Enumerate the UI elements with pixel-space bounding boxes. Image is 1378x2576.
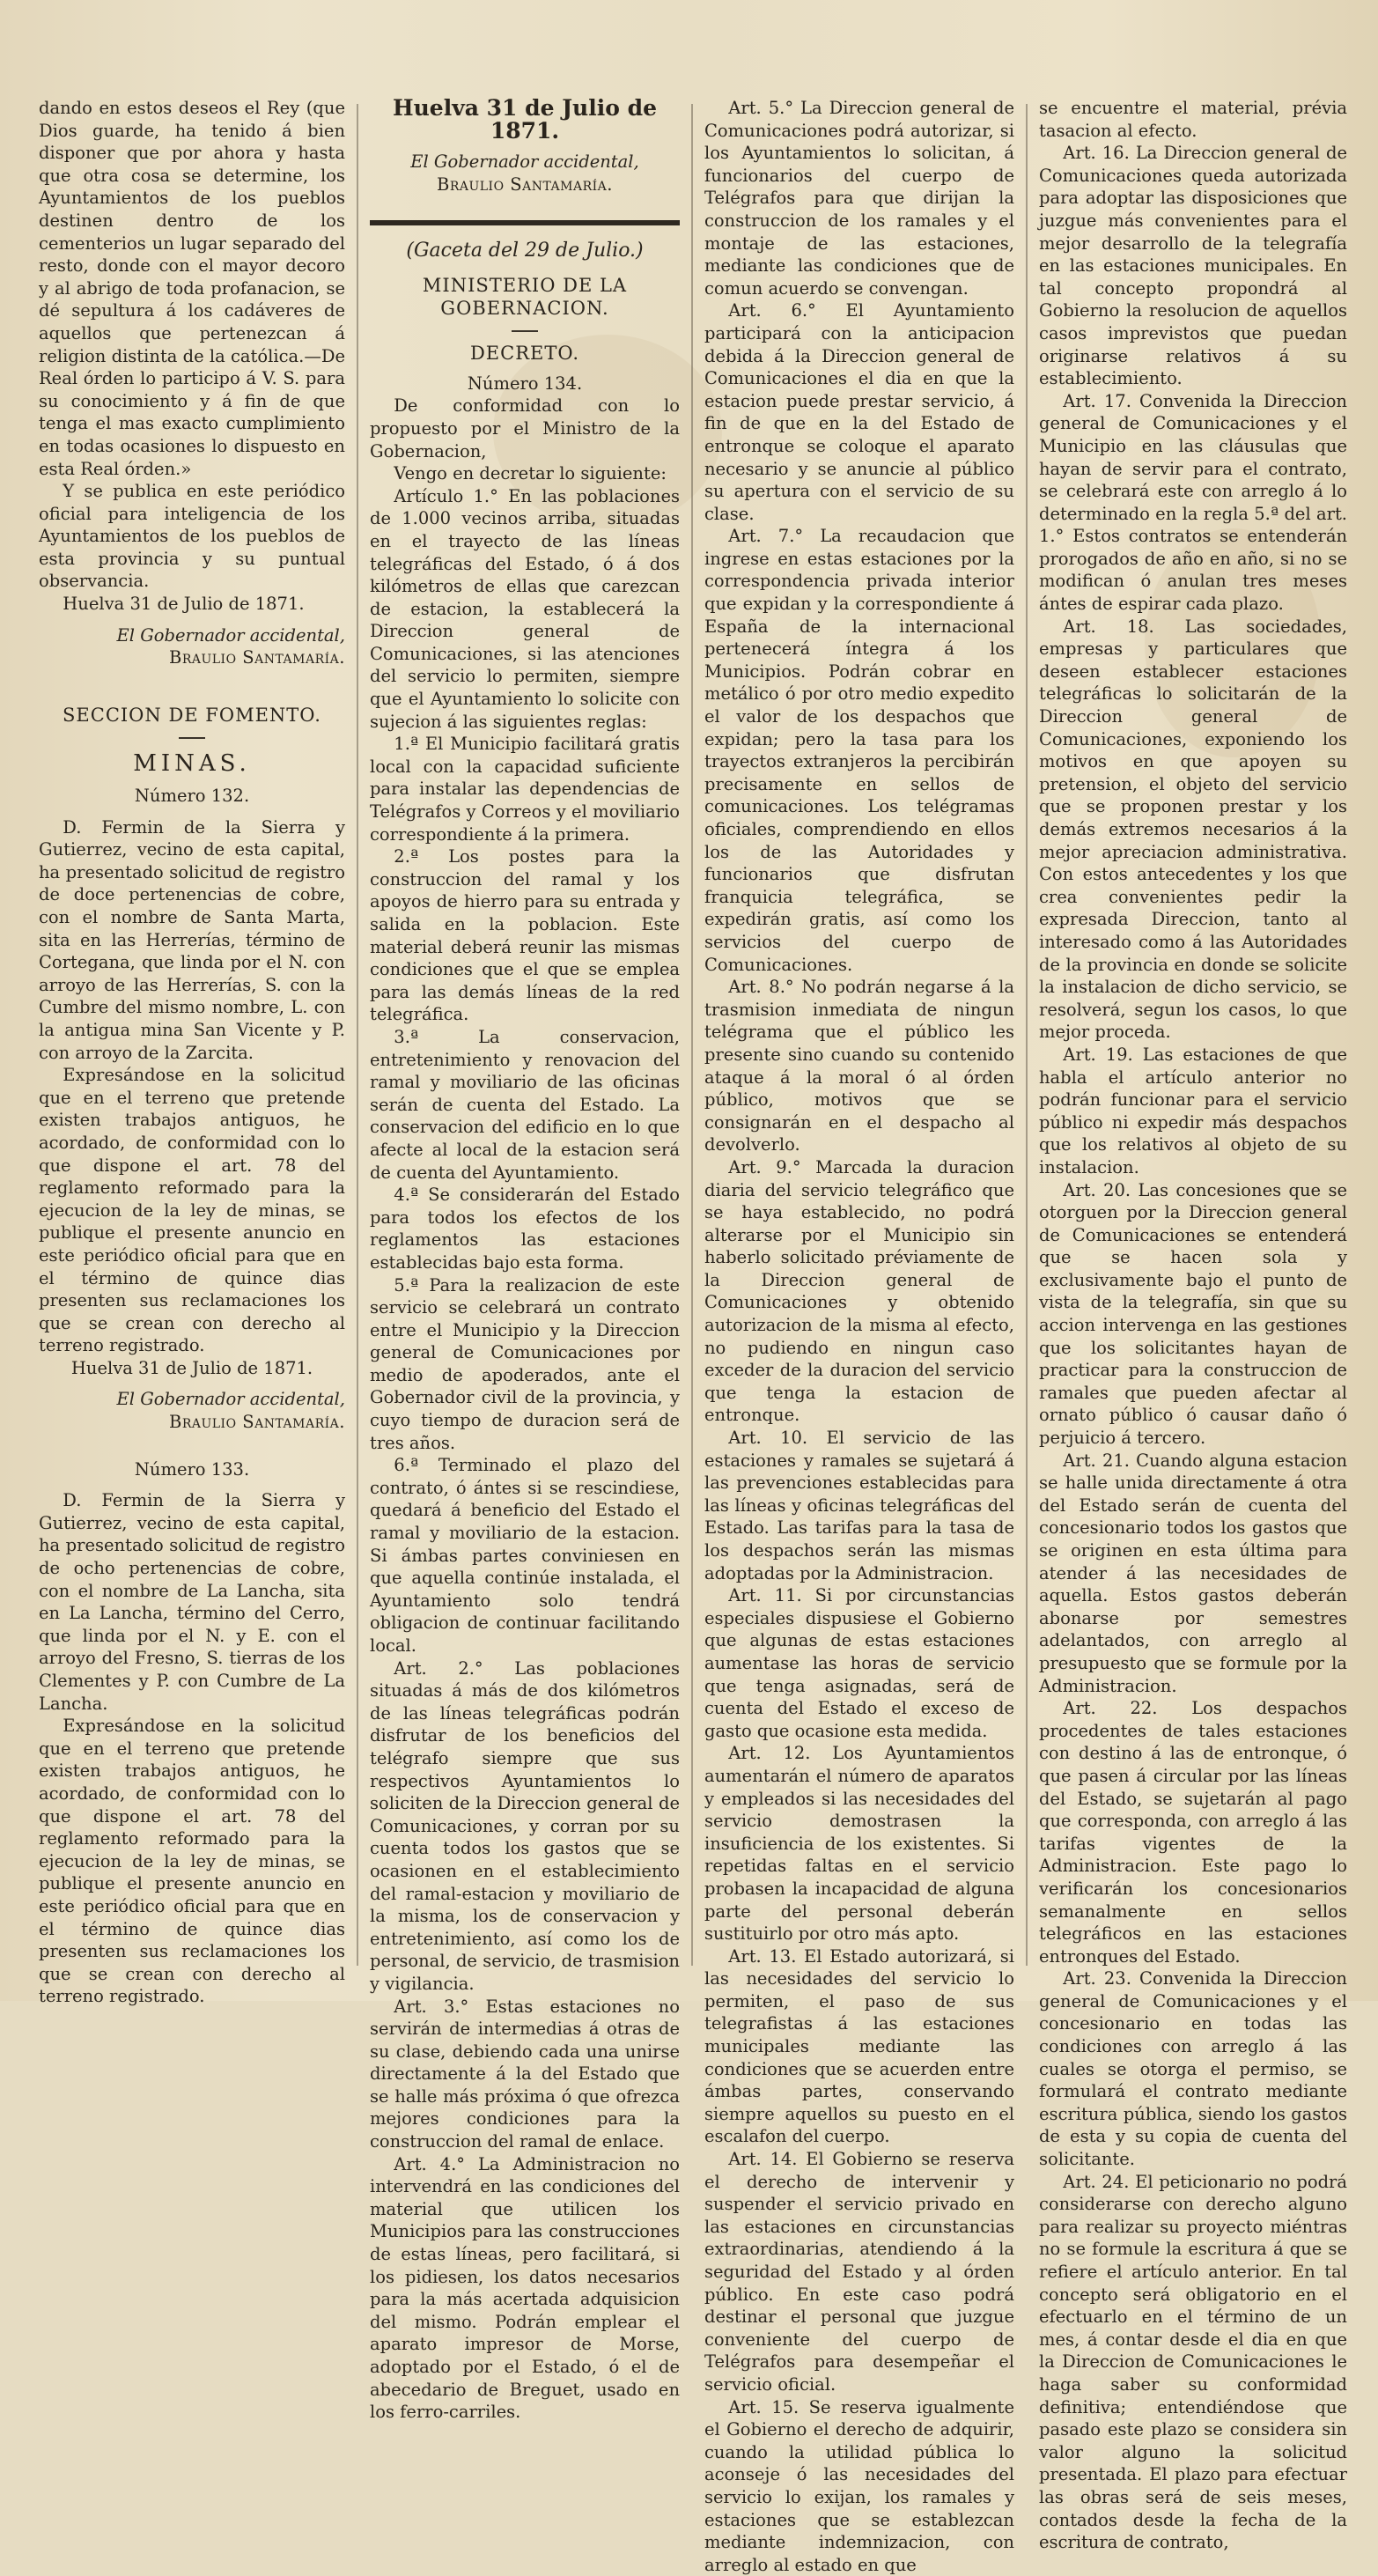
rule-4: 4.ª Se considerarán del Estado para todos los efectos de los reglamentos las estaciones establecidas bajo esta forma. (370, 1185, 680, 1273)
article-18: Art. 18. Las sociedades, empresas y particulares que deseen establecer estaciones telegráficas lo solicitarán de la Direccion general de Comunicaciones, exponiendo los motivos en que apoyen su pretension, el objeto del servicio que se proponen prestar y los demás extremos necesarios á la mejor apreciacion administrativa. Con estos antecedentes y los que crea convenientes pedir la expresada Direccion, tanto al interesado como á las Autoridades de la provincia en donde se solicite la instalacion de dicho servicio, se resolverá, segun los casos, lo que mejor proceda. (1039, 616, 1347, 1043)
date-line: Huelva 31 de Julio de 1871. (70, 1357, 313, 1378)
signature-name: Braulio Santamaría. (168, 647, 345, 668)
article-14: Art. 14. El Gobierno se reserva el derecho de intervenir y suspender el servicio privado en las estaciones en circunstancias extraordinarias, atendiendo á la seguridad del Estado y al órden público. En este caso podrá destinar el personal que juzgue conveniente del cuerpo de Telégrafos para desempeñar el servicio oficial. (704, 2149, 1014, 2395)
article-20: Art. 20. Las concesiones que se otorguen por la Direccion general de Comunicaciones se entenderá que se hacen sola y exclusivamente bajo el punto de vista de la telegrafía, sin que su accion intervenga en las gestiones que los solicitantes hayan de practicar para la construccion de ramales que pueden afectar al ornato público ó causar daño ó perjuicio á tercero. (1039, 1179, 1347, 1449)
notice-paragraph: Expresándose en la solicitud que en el terreno que pretende existen trabajos antiguos, he acordado, de conformidad con lo que dispone el art. 78 del reglamento reformado para la ejecucion de la ley de minas, se publique el presente anuncio en este periódico oficial para que en el término de quince dias presenten sus reclamaciones los que se crean con derecho al terreno registrado. (39, 1065, 345, 1356)
article-11: Art. 11. Si por circunstancias especiales dispusiese el Gobierno que algunas de estas estaciones aumentase las horas de servicio que tenga asignadas, será de cuenta del Estado el exceso de gasto que ocasione esta medida. (704, 1585, 1014, 1741)
article-3: Art. 3.° Estas estaciones no servirán de intermedias á otras de su clase, debiendo cada una unirse directamente á la del Estado que se halle más próxima ó que ofrezca mejores condiciones para la construccion del ramal de enlace. (370, 1996, 680, 2152)
signature-title: El Gobernador accidental, (116, 1389, 345, 1410)
article-1: Artículo 1.° En las poblaciones de 1.000 vecinos arriba, situadas en el trayecto de las líneas telegráficas del Estado, ó á dos kilómetros de ellas que carezcan de estacion, la establecerá la Direccion general de Comunicaciones, si las atenciones del servicio lo permiten, siempre que el Ayuntamiento lo solicite con sujecion á las siguientes reglas: (370, 485, 680, 732)
article-23: Art. 23. Convenida la Direccion general de Comunicaciones y el concesionario en todas las condiciones con arreglo á las cuales se otorga el permiso, se formulará el contrato mediante escritura pública, siendo los gastos de esta y su copia de cuenta del solicitante. (1039, 1968, 1347, 2170)
article-4: Art. 4.° La Administracion no intervendrá en las condiciones del material que utilicen los Municipios para las construcciones de estas líneas, pero facilitará, si los pidiesen, los datos necesarios para la más acertada adquisicion del mismo. Podrán emplear el aparato impresor de Morse, adoptado por el Estado, ó el de abecedario de Breguet, usado en los ferro-carriles. (370, 2153, 680, 2423)
ministry-heading: MINISTERIO DE LA GOBERNACION. (422, 274, 628, 319)
gaceta-reference: (Gaceta del 29 de Julio.) (406, 240, 644, 262)
signature-name: Braulio Santamaría. (168, 1412, 345, 1433)
article-22: Art. 22. Los despachos procedentes de tales estaciones con destino á las de entronque, ó que pasen á circular por las líneas del Estado, se sujetarán al pago que corresponda, con arreglo á las tarifas vigentes de la Administracion. Este pago lo verificarán los concesionarios semanalmente en sellos telegráficos en las estaciones entronques del Estado. (1039, 1698, 1347, 1967)
column-2 (370, 95, 680, 2423)
column-1 (39, 97, 345, 2007)
notice-paragraph: Expresándose en la solicitud que en el terreno que pretende existen trabajos antiguos, he acordado, de conformidad con lo que dispone el art. 78 del reglamento reformado para la ejecucion de la ley de minas, se publique el presente anuncio en este periódico oficial para que en el término de quince dias presenten sus reclamaciones los que se crean con derecho al terreno registrado. (39, 1716, 345, 2007)
rule-2: 2.ª Los postes para la construccion del ramal y los apoyos de hierro para su entrada y salida en la poblacion. Este material deberá reunir las mismas condiciones que el que se emplea para las demás líneas de la red telegráfica. (370, 846, 680, 1025)
notice-number: Número 132. (134, 786, 250, 807)
article-21: Art. 21. Cuando alguna estacion se halle unida directamente á otra del Estado serán de cuenta del concesionario todos los gastos que se originen en esta última para atender á las necesidades de aquella. Estos gastos deberán abonarse por semestres adelantados, con arreglo al presupuesto que se formule por la Administracion. (1039, 1450, 1347, 1696)
article-10: Art. 10. El servicio de las estaciones y ramales se sujetará á las prevenciones establecidas para las líneas y oficinas telegráficas del Estado. Las tarifas para la tasa de los despachos serán las mismas adoptadas por la Administracion. (704, 1428, 1014, 1583)
article-6: Art. 6.° El Ayuntamiento participará con la anticipacion debida á la Direccion general de Comunicaciones el dia en que la estacion puede prestar servicio, á fin de que en la del Estado de entronque se coloque el aparato necesario y se anuncie al público su apertura con el servicio de su clase. (704, 300, 1014, 524)
signature-name: Braulio Santamaría. (436, 173, 613, 195)
date-line: Huelva 31 de Julio de 1871. (63, 594, 305, 615)
divider (512, 330, 538, 332)
signature-title: El Gobernador accidental, (116, 624, 345, 646)
article-2: Art. 2.° Las poblaciones situadas á más de dos kilómetros de las líneas telegráficas podrán disfrutar de los beneficios del telégrafo siempre que sus respectivos Ayuntamientos lo soliciten de la Direccion general de Comunicaciones, y corran por su cuenta todos los gastos que se ocasionen en el establecimiento del ramal-estacion y moviliario de la misma, los de conservacion y entretenimiento, así como los de personal, de servicio, de trasmision y vigilancia. (370, 1657, 680, 1994)
signature-title: El Gobernador accidental, (410, 151, 639, 173)
column-4 (1039, 97, 1347, 2553)
decree-heading: DECRETO. (469, 343, 580, 365)
article-12: Art. 12. Los Ayuntamientos aumentarán el número de aparatos y empleados si las necesidades del servicio demostrasen la insuficiencia de los existentes. Si repetidas faltas en el servicio probasen la incapacidad de alguna parte del personal deberán sustituirlo por otro más apto. (704, 1743, 1014, 1945)
article-5: Art. 5.° La Direccion general de Comunicaciones podrá autorizar, si los Ayuntamientos lo solicitan, á funcionarios del cuerpo de Telégrafos para que dirijan la construccion de los ramales y el montaje de las estaciones, mediante las condiciones que de comun acuerdo se convengan. (704, 98, 1014, 299)
decree-number: Número 134. (467, 373, 583, 394)
rule-3: 3.ª La conservacion, entretenimiento y renovacion del ramal y moviliario de las oficinas serán de cuenta del Estado. La conservacion del edificio en lo que afecte al local de la estacion será de cuenta del Ayuntamiento. (370, 1026, 680, 1183)
date-heading: Huelva 31 de Julio de 1871. (393, 95, 657, 144)
decree-paragraph: Vengo en decretar lo siguiente: (394, 463, 667, 484)
section-heading: SECCION DE FOMENTO. (63, 704, 321, 726)
article-13: Art. 13. El Estado autorizará, si las necesidades del servicio lo permiten, el paso de sus telegrafistas á las estaciones municipales mediante las condiciones que se acuerden entre ámbas partes, conservando siempre aquellos su puesto en el escalafon del cuerpo. (704, 1945, 1014, 2147)
rule-6: 6.ª Terminado el plazo del contrato, ó ántes si se rescindiese, quedará á beneficio del Estado el ramal y moviliario de la estacion. Si ámbas partes conviniesen en que aquella continúe instalada, el Ayuntamiento solo tendrá obligacion de continuar facilitando local. (370, 1455, 680, 1656)
column-3 (704, 97, 1014, 2575)
decree-paragraph: De conformidad con lo propuesto por el Ministro de la Gobernacion, (370, 395, 680, 461)
publication-note: Y se publica en este periódico oficial para inteligencia de los Ayuntamientos de los pueblos de esta provincia y su puntual observancia. (39, 481, 345, 592)
column-divider (1026, 104, 1028, 1966)
article-19: Art. 19. Las estaciones de que habla el artículo anterior no podrán funcionar para el servicio público ni expedir más despachos que los relativos al objeto de su instalacion. (1039, 1044, 1347, 1177)
article-16: Art. 16. La Direccion general de Comunicaciones queda autorizada para adoptar las disposiciones que juzgue más convenientes para el mejor desarrollo de la telegrafía en las estaciones municipales. En tal concepto propondrá al Gobierno la resolucion de aquellos casos imprevistos que puedan originarse relativos á su establecimiento. (1039, 143, 1347, 389)
royal-order-text: dando en estos deseos el Rey (que Dios guarde, ha tenido á bien disponer que por ahora y hasta que otra cosa se determine, los Ayuntamientos de los pueblos destinen dentro de los cementerios un lugar separado del resto, donde con el mayor decoro y al abrigo de toda profanacion, se dé sepultura á los cadáveres de aquellos que pertenezcan á religion distinta de la católica.—De Real órden lo participo á V. S. para su conocimiento y á fin de que tenga el mas exacto cumplimiento en todas ocasiones lo dispuesto en esta Real órden.» (39, 98, 345, 479)
article-7: Art. 7.° La recaudacion que ingrese en estas estaciones por la correspondencia privada interior que expidan y la correspondiente á España de la internacional pertenecerá íntegra á los Municipios. Podrán cobrar en metálico ó por otro medio expedito el valor de los despachos que expidan; pero la tasa para los trayectos extranjeros la percibirán precisamente en sellos de comunicaciones. Los telégramas oficiales, comprendiendo en ellos los de las Autoridades y funcionarios que disfrutan franquicia telegráfica, se expedirán gratis, así como los servicios del cuerpo de Comunicaciones. (704, 526, 1014, 975)
rule-1: 1.ª El Municipio facilitará gratis local con la capacidad suficiente para instalar las dependencias de Telégrafos y Correos y el moviliario correspondiente á la primera. (370, 734, 680, 845)
thick-rule (370, 220, 680, 225)
notice-paragraph: D. Fermin de la Sierra y Gutierrez, vecino de esta capital, ha presentado solicitud de registro de ocho pertenencias de cobre, con el nombre de La Lancha, sita en La Lancha, término del Cerro, que linda por el N. y E. con el arroyo del Fresno, S. tierras de los Clementes y P. con Cumbre de La Lancha. (39, 1490, 345, 1714)
continuation-text: se encuentre el material, prévia tasacion al efecto. (1039, 98, 1347, 141)
article-17: Art. 17. Convenida la Direccion general de Comunicaciones y el Municipio en las cláusulas que hayan de servir para el contrato, se celebrará este con arreglo á lo determinado en la regla 5.ª del art. 1.° Estos contratos se entenderán prorogados de año en año, si no se modifican ó anulan tres meses ántes de espirar cada plazo. (1039, 390, 1347, 615)
minas-heading: MINAS. (133, 750, 251, 778)
article-8: Art. 8.° No podrán negarse á la trasmision inmediata de ningun telégrama que el público les presente sino cuando su contenido ataque á la moral ó al órden público, motivos que se consignarán en el despacho al devolverlo. (704, 977, 1014, 1155)
article-15: Art. 15. Se reserva igualmente el Gobierno el derecho de adquirir, cuando la utilidad pública lo aconseje ó las necesidades del servicio lo exijan, los ramales y estaciones que se establezcan mediante indemnizacion, con arreglo al estado en que (704, 2396, 1014, 2575)
rule-5: 5.ª Para la realizacion de este servicio se celebrará un contrato entre el Municipio y la Direccion general de Comunicaciones por medio de apoderados, ante el Gobernador civil de la provincia, y cuyo tiempo de duracion será de tres años. (370, 1274, 680, 1453)
article-9: Art. 9.° Marcada la duracion diaria del servicio telegráfico que se haya establecido, no podrá alterarse por el Municipio sin haberlo solicitado préviamente de la Direccion general de Comunicaciones y obtenido autorizacion de la misma al efecto, no pudiendo en ningun caso exceder de la duracion del servicio que tenga la estacion de entronque. (704, 1156, 1014, 1426)
column-divider (691, 104, 693, 1966)
divider (179, 737, 205, 739)
notice-number: Número 133. (134, 1458, 250, 1480)
column-divider (357, 104, 358, 1966)
article-24: Art. 24. El peticionario no podrá considerarse con derecho alguno para realizar su proyecto miéntras no se formule la escritura á que se refiere el artículo anterior. En tal concepto será obligatorio en el efectuarlo en el término de un mes, á contar desde el dia en que la Direccion de Comunicaciones le haga saber su conformidad definitiva; entendiéndose que pasado este plazo se considera sin valor alguno la solicitud presentada. El plazo para efectuar las obras será de seis meses, contados desde la fecha de la escritura de contrato, (1039, 2171, 1347, 2553)
notice-paragraph: D. Fermin de la Sierra y Gutierrez, vecino de esta capital, ha presentado solicitud de registro de doce pertenencias de cobre, con el nombre de Santa Marta, sita en las Herrerías, término de Cortegana, que linda por el N. con arroyo de las Herrerías, S. con la Cumbre del mismo nombre, L. con la antigua mina San Vicente y P. con arroyo de la Zarcita. (39, 816, 345, 1063)
